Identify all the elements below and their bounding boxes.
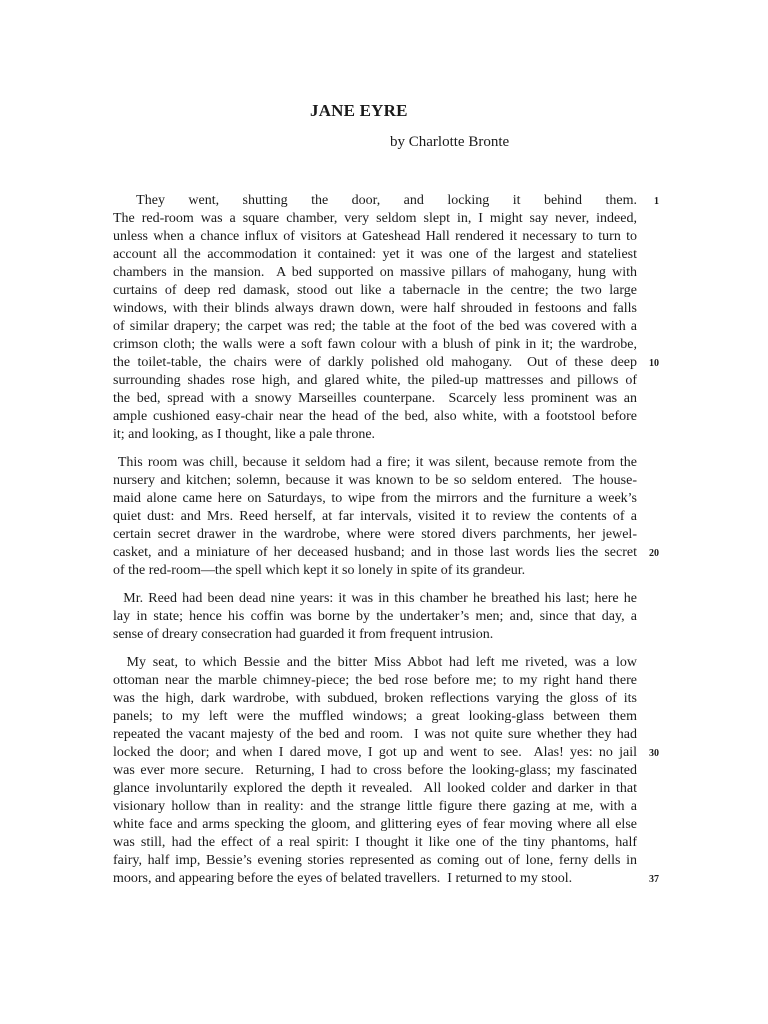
text-line bbox=[113, 780, 637, 798]
line-text: Mr. Reed had been dead nine years: it was in this chamber he breathed his last; here he bbox=[113, 591, 637, 606]
line-text: They went, shutting the door, and locking it behind them. bbox=[113, 193, 637, 208]
line-text: lay in state; hence his coffin was borne by the undertaker’s men; and, since that day, a bbox=[113, 609, 637, 624]
text-line bbox=[113, 816, 637, 834]
text-line bbox=[113, 454, 637, 472]
line-text: sense of dreary consecration had guarded it from frequent intrusion. bbox=[113, 627, 494, 642]
text-line bbox=[113, 228, 637, 246]
line-text: white face and arms specking the gloom, and glittering eyes of fear moving where all else bbox=[113, 817, 637, 832]
text-line bbox=[113, 282, 637, 300]
line-text: My seat, to which Bessie and the bitter Miss Abbot had left me riveted, was a low bbox=[113, 655, 637, 670]
line-text: of the red-room—the spell which kept it so lonely in spite of its grandeur. bbox=[113, 563, 526, 578]
text-line bbox=[113, 210, 637, 228]
text-line bbox=[113, 372, 637, 390]
text-line bbox=[113, 426, 637, 444]
line-number: 20 bbox=[649, 548, 659, 559]
line-text: maid alone came here on Saturdays, to wipe from the mirrors and the furniture a week’s bbox=[113, 491, 637, 506]
line-text: the toilet-table, the chairs were of darkly polished old mahogany. Out of these deep bbox=[113, 355, 637, 370]
line-text: account all the accommodation it contained: yet it was one of the largest and stateliest bbox=[113, 247, 637, 262]
text-line bbox=[113, 318, 637, 336]
text-line bbox=[113, 544, 659, 562]
line-text: surrounding shades rose high, and glared white, the piled-up mattresses and pillows of bbox=[113, 373, 637, 388]
text-line bbox=[113, 508, 637, 526]
line-text: glance involuntarily explored the depth it revealed. All looked colder and darker in that bbox=[113, 781, 637, 796]
text-line bbox=[113, 192, 659, 210]
text-line bbox=[113, 798, 637, 816]
text-line bbox=[113, 690, 637, 708]
text-line bbox=[113, 672, 637, 690]
line-text: This room was chill, because it seldom had a fire; it was silent, because remote from the bbox=[113, 455, 637, 470]
line-number: 1 bbox=[654, 196, 659, 207]
line-text: chambers in the mansion. A bed supported on massive pillars of mahogany, hung with bbox=[113, 265, 637, 280]
text-line bbox=[113, 390, 637, 408]
text-line bbox=[113, 590, 637, 608]
line-number: 30 bbox=[649, 748, 659, 759]
text-line bbox=[113, 708, 637, 726]
line-text: The red-room was a square chamber, very seldom slept in, I might say never, indeed, bbox=[113, 211, 637, 226]
text-line bbox=[113, 834, 637, 852]
text-line bbox=[113, 472, 637, 490]
author-byline: by Charlotte Bronte bbox=[390, 134, 510, 150]
text-line bbox=[113, 354, 659, 372]
line-text: quiet dust: and Mrs. Reed herself, at far intervals, visited it to review the contents of a bbox=[113, 509, 637, 524]
line-number: 37 bbox=[649, 874, 659, 885]
text-line bbox=[113, 726, 637, 744]
text-line bbox=[113, 300, 637, 318]
line-text: ottoman near the marble chimney-piece; the bed rose before me; to my right hand there bbox=[113, 673, 637, 688]
text-line bbox=[113, 626, 637, 644]
line-text: was the high, dark wardrobe, with subdued, broken reflections varying the gloss of its bbox=[113, 691, 637, 706]
text-line bbox=[113, 762, 637, 780]
paragraph bbox=[113, 192, 659, 444]
line-text: visionary hollow than in reality: and the strange little figure there gazing at me, with a bbox=[113, 799, 637, 814]
line-text: crimson cloth; the walls were a soft fawn colour with a blush of pink in it; the wardrobe, bbox=[113, 337, 637, 352]
text-line bbox=[113, 264, 637, 282]
line-text: the bed, spread with a snowy Marseilles counterpane. Scarcely less prominent was an bbox=[113, 391, 637, 406]
text-line bbox=[113, 870, 659, 888]
document-title: JANE EYRE bbox=[310, 101, 408, 120]
text-line bbox=[113, 408, 637, 426]
line-text: moors, and appearing before the eyes of belated travellers. I returned to my stool. bbox=[113, 871, 573, 886]
body-text bbox=[113, 192, 659, 898]
line-text: nursery and kitchen; solemn, because it was known to be so seldom entered. The house- bbox=[113, 473, 637, 488]
line-text: it; and looking, as I thought, like a pale throne. bbox=[113, 427, 376, 442]
text-line bbox=[113, 654, 637, 672]
paragraph bbox=[113, 454, 659, 580]
line-text: repeated the vacant majesty of the bed and room. I was not quite sure whether they had bbox=[113, 727, 637, 742]
line-text: panels; to my left were the muffled windows; a great looking-glass between them bbox=[113, 709, 637, 724]
paragraph bbox=[113, 590, 637, 644]
text-line bbox=[113, 336, 637, 354]
line-text: was still, had the effect of a real spirit: I thought it like one of the tiny phantoms, half bbox=[113, 835, 637, 850]
line-text: certain secret drawer in the wardrobe, where were stored divers parchments, her jewel- bbox=[113, 527, 637, 542]
line-text: unless when a chance influx of visitors at Gateshead Hall rendered it necessary to turn to bbox=[113, 229, 637, 244]
line-text: fairy, half imp, Bessie’s evening stories represented as coming out of lone, ferny dells in bbox=[113, 853, 637, 868]
paragraph bbox=[113, 654, 659, 888]
text-line bbox=[113, 246, 637, 264]
text-line bbox=[113, 744, 659, 762]
line-text: was ever more secure. Returning, I had to cross before the looking-glass; my fascinated bbox=[113, 763, 637, 778]
line-number: 10 bbox=[649, 358, 659, 369]
text-line bbox=[113, 490, 637, 508]
line-text: ample cushioned easy-chair near the head of the bed, also white, with a footstool before bbox=[113, 409, 637, 424]
line-text: locked the door; and when I dared move, I got up and went to see. Alas! yes: no jail bbox=[113, 745, 637, 760]
text-line bbox=[113, 562, 637, 580]
line-text: windows, with their blinds always drawn down, were half shrouded in festoons and falls bbox=[113, 301, 637, 316]
line-text: of similar drapery; the carpet was red; the table at the foot of the bed was covered with a bbox=[113, 319, 637, 334]
line-text: casket, and a miniature of her deceased husband; and in those last words lies the secret bbox=[113, 545, 637, 560]
line-text: curtains of deep red damask, stood out like a tabernacle in the centre; the two large bbox=[113, 283, 637, 298]
text-line bbox=[113, 526, 637, 544]
text-line bbox=[113, 608, 637, 626]
text-line bbox=[113, 852, 637, 870]
